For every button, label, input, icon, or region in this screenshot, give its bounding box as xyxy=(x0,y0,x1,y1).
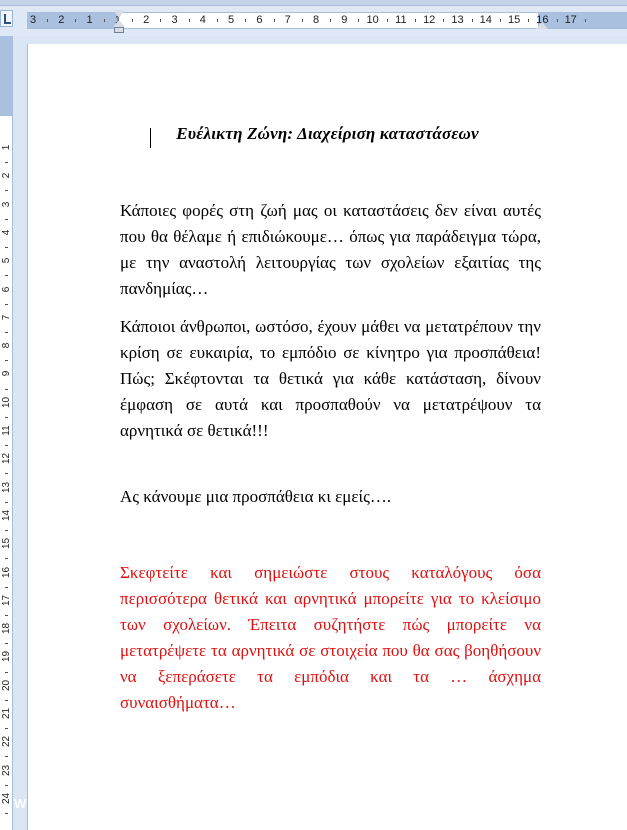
ruler-number: 12 xyxy=(423,14,436,26)
ruler-tick xyxy=(585,19,586,22)
ruler-tick xyxy=(47,19,48,22)
ruler-right-margin xyxy=(538,13,627,28)
vertical-ruler-number: 3 xyxy=(1,201,12,207)
vertical-ruler-number: 14 xyxy=(1,509,12,521)
instruction-paragraph[interactable]: Σκεφτείτε και σημειώστε στους καταλόγους όσα περισσότερα θετικά και αρνητικά μπορείτε για το κλείσιμο των σχολείων. Έπειτα συζητήστε πώς μπορείτε να μετατρέψετε τα αρνητικά σε στοιχεία που θα σας βοηθήσουν να ξεπεράσετε τα εμπόδια και τα … άσχημα συναισθήματα… xyxy=(120,563,541,712)
vertical-ruler-tick xyxy=(5,700,8,701)
vertical-ruler-number: 11 xyxy=(1,425,12,436)
vertical-ruler-number: 24 xyxy=(1,792,12,804)
vertical-ruler-tick xyxy=(5,360,8,361)
vertical-ruler-number: 15 xyxy=(1,538,12,550)
ruler-number: 4 xyxy=(199,14,206,26)
ruler-band xyxy=(0,0,627,36)
vertical-ruler-tick xyxy=(5,247,8,248)
document-page[interactable] xyxy=(28,44,627,830)
vertical-ruler-number: 22 xyxy=(1,736,12,748)
ruler-number: 3 xyxy=(29,14,37,26)
vertical-ruler-tick xyxy=(5,389,8,390)
first-line-indent-handle[interactable] xyxy=(113,10,125,18)
vertical-ruler-tick xyxy=(5,785,8,786)
vertical-ruler-tick xyxy=(5,162,8,163)
paragraph-1[interactable]: Κάποιες φορές στη ζωή μας οι καταστάσεις δεν είναι αυτές που θα θέλαμε ή επιδιώκουμε… όπως για παράδειγμα τώρα, με την αναστολή λειτουργίας των σχολείων εξαιτίας της πανδημίας… xyxy=(120,201,541,298)
vertical-ruler-number: 1 xyxy=(1,144,12,151)
watermark: W xyxy=(14,796,28,811)
vertical-ruler-tick xyxy=(5,558,8,559)
ruler-tick xyxy=(330,19,331,22)
ruler-number: 15 xyxy=(507,14,521,26)
vertical-ruler-tick xyxy=(5,332,8,333)
vertical-ruler-tick xyxy=(5,445,8,446)
vertical-ruler-number: 23 xyxy=(1,764,12,776)
document-title[interactable]: Ευέλικτη Ζώνη: Διαχείριση καταστάσεων xyxy=(176,124,479,143)
vertical-ruler-number: 7 xyxy=(1,314,12,321)
ruler-number: 14 xyxy=(479,14,492,26)
vertical-ruler-number: 2 xyxy=(1,173,12,179)
vertical-ruler-number: 13 xyxy=(1,481,12,493)
vertical-ruler-tick xyxy=(5,275,8,276)
vertical-ruler-tick xyxy=(5,417,8,418)
ruler-tick xyxy=(528,19,529,22)
vertical-ruler-number: 12 xyxy=(1,453,12,465)
vertical-ruler-number: 6 xyxy=(1,286,12,292)
ruler-tick xyxy=(189,19,190,22)
ruler-tick xyxy=(217,19,218,22)
paragraph-3[interactable]: Ας κάνουμε μια προσπάθεια κι εμείς…. xyxy=(120,487,392,506)
ruler-tick xyxy=(132,19,133,22)
ruler-number: 6 xyxy=(256,14,263,26)
ruler-number: 17 xyxy=(564,14,577,26)
ruler-number: 5 xyxy=(228,14,235,26)
toolbar-edge xyxy=(0,0,627,6)
ruler-number: 1 xyxy=(114,14,121,26)
ruler-tick xyxy=(443,19,444,22)
ruler-tick xyxy=(104,19,105,22)
vertical-ruler[interactable] xyxy=(0,36,13,830)
vertical-ruler-number: 8 xyxy=(1,342,12,349)
ruler-number: 3 xyxy=(171,14,178,26)
ruler-number: 11 xyxy=(395,14,407,26)
vertical-ruler-number: 4 xyxy=(1,229,12,236)
ruler-tick xyxy=(415,19,416,22)
ruler-tick xyxy=(245,19,246,22)
vertical-ruler-tick xyxy=(5,502,8,503)
ruler-number: 13 xyxy=(451,14,464,26)
ruler-number: 1 xyxy=(86,14,93,26)
ruler-tick xyxy=(358,19,359,22)
ruler-number: 7 xyxy=(284,14,291,26)
vertical-ruler-tick xyxy=(5,530,8,531)
vertical-ruler-number: 5 xyxy=(1,257,12,264)
vertical-ruler-tick xyxy=(5,473,8,474)
ruler-tick xyxy=(472,19,473,22)
vertical-ruler-tick xyxy=(5,672,8,673)
vertical-ruler-number: 20 xyxy=(1,679,12,691)
vertical-ruler-number: 19 xyxy=(1,651,12,663)
vertical-ruler-tick xyxy=(5,587,8,588)
ruler-tick xyxy=(500,19,501,22)
paragraph-2[interactable]: Κάποιοι άνθρωποι, ωστόσο, έχουν μάθει να μετατρέπουν την κρίση σε ευκαιρία, το εμπόδιο σε κίνητρο για προσπάθεια! Πώς; Σκέφτονται τα θετικά για κάθε κατάσταση, δίνουν έμφαση σε αυτά και προσπαθούν να μετατρέψουν τα αρνητικά σε θετικά!!! xyxy=(120,317,541,440)
ruler-number: 9 xyxy=(341,14,348,26)
hanging-indent-handle[interactable] xyxy=(113,20,125,27)
vertical-ruler-tick xyxy=(5,615,8,616)
vertical-ruler-tick xyxy=(5,643,8,644)
ruler-number: 8 xyxy=(312,14,320,26)
vertical-ruler-number: 9 xyxy=(1,371,12,377)
vertical-ruler-tick xyxy=(5,756,8,757)
ruler-number: 10 xyxy=(366,14,379,26)
ruler-tick xyxy=(75,19,76,22)
ruler-tick xyxy=(160,19,161,22)
vertical-ruler-tick xyxy=(5,190,8,191)
vertical-ruler-tick xyxy=(5,813,8,814)
left-indent-marker[interactable] xyxy=(113,10,125,34)
ruler-number: 2 xyxy=(143,14,150,26)
vertical-ruler-top-margin xyxy=(0,36,12,116)
vertical-ruler-number: 21 xyxy=(1,707,12,719)
right-indent-marker[interactable] xyxy=(536,22,548,29)
vertical-ruler-tick xyxy=(5,728,8,729)
tab-selector-button[interactable] xyxy=(0,10,13,27)
left-indent-handle[interactable] xyxy=(114,27,124,33)
ruler-number: 2 xyxy=(58,14,65,26)
vertical-ruler-tick xyxy=(5,304,8,305)
vertical-ruler-number: 16 xyxy=(1,566,12,578)
ruler-tick xyxy=(274,19,275,22)
vertical-ruler-number: 18 xyxy=(1,622,12,635)
ruler-number: 16 xyxy=(536,14,549,26)
vertical-ruler-number: 17 xyxy=(1,594,12,606)
vertical-ruler-tick xyxy=(5,219,8,220)
ruler-tick xyxy=(302,19,303,22)
ruler-tick xyxy=(387,19,388,22)
ruler-tick xyxy=(557,19,558,22)
vertical-ruler-number: 10 xyxy=(1,396,12,408)
